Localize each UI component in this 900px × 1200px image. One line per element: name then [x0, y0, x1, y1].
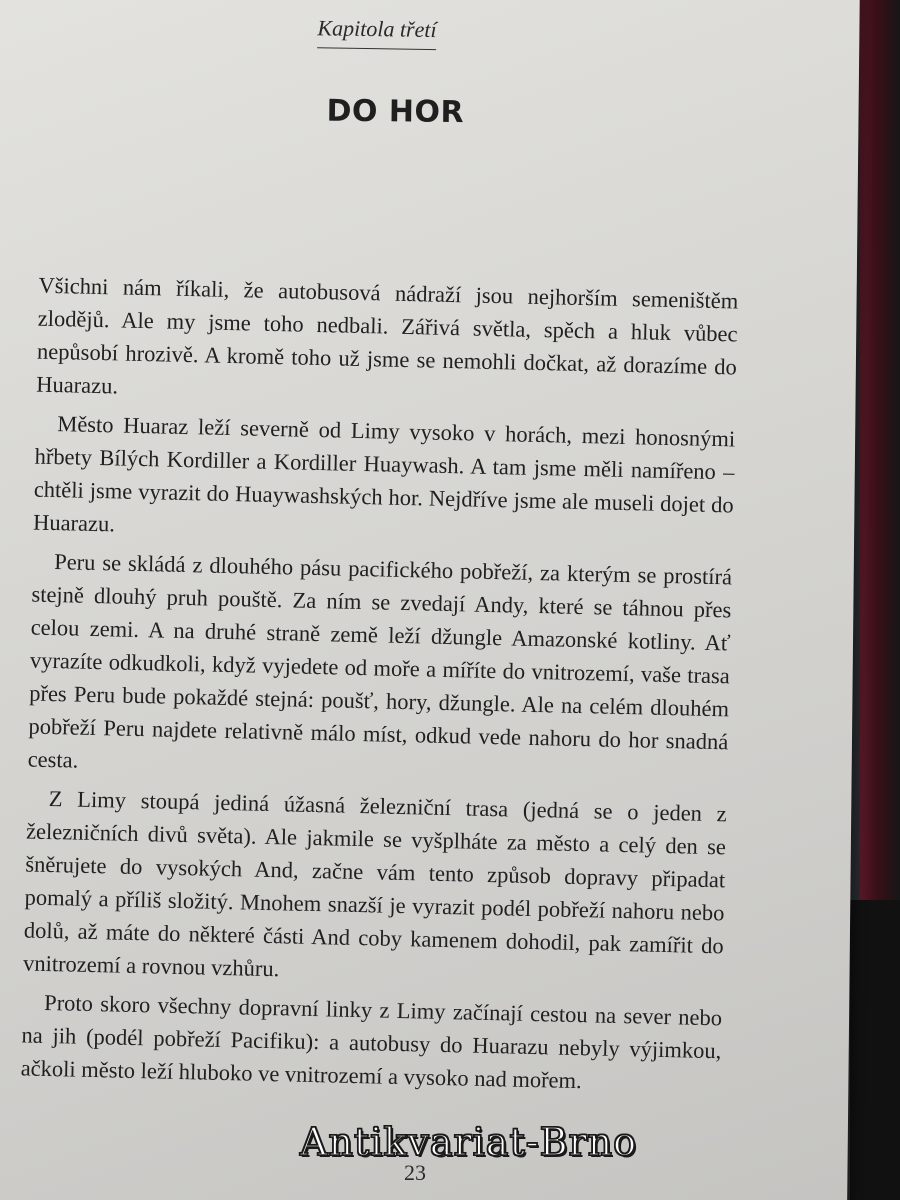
paragraph: Proto skoro všechny dopravní linky z Limy začínají cestou na sever nebo na jih (podél pobřeží Pacifiku): a autobusy do Huarazu nebyly výjimkou, ačkoli město leží hluboko ve vnitrozemí a vysoko nad mořem.: [20, 989, 723, 1094]
watermark: Antikvariat-Brno: [300, 1120, 638, 1164]
background-corner: [850, 900, 900, 1200]
paragraph: Z Limy stoupá jediná úžasná železniční trasa (jedná se o jeden z železničních divů světa). Ale jakmile se vyšplháte za město a celý den se šněrujete do vysokých And, začne vám tento způsob dopravy připadat pomalý a příliš složitý. Mnohem snazší je vyrazit podél pobřeží nahoru nebo dolů, až máte do některé části And coby kamenem dohodil, pak zamířit do vnitrozemí a rovnou vzhůru.: [22, 785, 727, 982]
page-number: 23: [404, 1160, 426, 1185]
body-text: [20, 269, 738, 1107]
paragraph: Všichni nám říkali, že autobusová nádraží jsou nejhorším semeništěm zlodějů. Ale my jsme toho nedbali. Zářivá světla, spěch a hluk vůbec nepůsobí hrozivě. A kromě toho už jsme se nemohli dočkat, až dorazíme do Huarazu.: [35, 272, 739, 399]
paragraph: Město Huaraz leží severně od Limy vysoko v horách, mezi honosnými hřbety Bílých Kordiller a Kordiller Huaywash. A tam jsme měli namířeno – chtěli jsme vyrazit do Huaywashských hor. Nejdříve jsme ale museli dojet do Huarazu.: [32, 411, 736, 537]
paragraph: Peru se skládá z dlouhého pásu pacifického pobřeží, za kterým se prostírá stejně dlouhý pruh pouště. Za ním se zvedají Andy, které se táhnou přes celou zemi. A na druhé straně země leží džungle Amazonské kotliny. Ať vyrazíte odkudkoli, když vyjedete od moře a míříte do vnitrozemí, vaše trasa přes Peru bude pokaždé stejná: poušť, hory, džungle. Ale na celém dlouhém pobřeží Peru najdete relativně málo míst, odkud vede nahoru do hor snadná cesta.: [27, 549, 733, 773]
chapter-label: Kapitola třetí: [317, 15, 437, 50]
chapter-title: DO HOR: [326, 93, 465, 131]
